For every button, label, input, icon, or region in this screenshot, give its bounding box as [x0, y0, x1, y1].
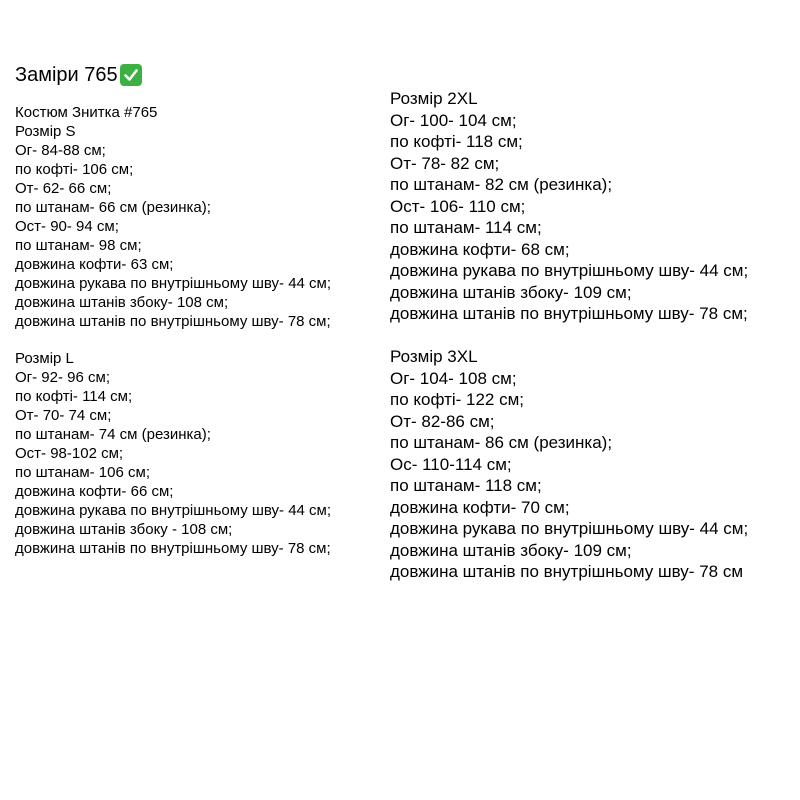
- measurement-line: по штанам- 98 см;: [15, 237, 142, 254]
- title-text: Заміри 765: [15, 64, 118, 86]
- size-block-3xl: [390, 346, 748, 583]
- measurement-line: довжина штанів по внутрішньому шву- 78 см;: [15, 313, 331, 330]
- measurement-line: довжина кофти- 66 см;: [15, 483, 174, 500]
- measurement-line: довжина рукава по внутрішньому шву- 44 см;: [15, 275, 332, 292]
- size-heading-l: Розмір L: [15, 350, 74, 367]
- measurement-line: по кофті- 122 см;: [390, 390, 525, 409]
- measurement-line: довжина кофти- 70 см;: [390, 497, 570, 517]
- size-heading-2xl: Розмір 2XL: [390, 89, 478, 108]
- measurement-line: по штанам- 106 см;: [15, 464, 150, 481]
- product-name: Костюм Знитка #765: [15, 104, 158, 121]
- measurement-line: Ог- 100- 104 см;: [390, 110, 517, 130]
- measurement-line: От- 78- 82 см;: [390, 153, 500, 173]
- measurement-line: довжина штанів збоку- 109 см;: [390, 282, 632, 302]
- measurement-line: довжина рукава по внутрішньому шву- 44 см;: [15, 502, 332, 519]
- size-heading-s: Розмір S: [15, 123, 76, 140]
- measurement-line: по штанам- 74 см (резинка);: [15, 426, 211, 443]
- measurement-line: Ог- 92- 96 см;: [15, 369, 110, 386]
- check-mark-icon: [120, 64, 142, 86]
- measurement-line: довжина штанів збоку - 108 см;: [15, 521, 233, 538]
- size-block-2xl: [390, 88, 748, 325]
- measurement-line: Ост- 106- 110 см;: [390, 196, 526, 216]
- measurement-line: Ост- 98-102 см;: [15, 445, 124, 462]
- measurement-line: довжина штанів збоку- 109 см;: [390, 540, 632, 560]
- measurement-line: довжина штанів по внутрішньому шву- 78 см: [390, 562, 744, 581]
- measurement-line: по штанам- 86 см (резинка);: [390, 433, 613, 452]
- measurement-line: довжина штанів по внутрішньому шву- 78 см;: [15, 540, 331, 557]
- measurement-line: довжина штанів збоку- 108 см;: [15, 294, 229, 311]
- measurement-line: Ог- 104- 108 см;: [390, 368, 517, 388]
- measurement-line: Ог- 84-88 см;: [15, 142, 106, 159]
- size-heading-3xl: Розмір 3XL: [390, 347, 478, 366]
- measurement-line: довжина штанів по внутрішньому шву- 78 см;: [390, 304, 748, 323]
- measurement-line: Ост- 90- 94 см;: [15, 218, 119, 235]
- measurement-line: по штанам- 118 см;: [390, 476, 542, 495]
- measurement-line: довжина рукава по внутрішньому шву- 44 см;: [390, 261, 749, 280]
- measurement-line: довжина кофти- 68 см;: [390, 239, 570, 259]
- measurement-line: Ос- 110-114 см;: [390, 454, 512, 474]
- measurement-line: по штанам- 82 см (резинка);: [390, 175, 613, 194]
- measurement-line: От- 82-86 см;: [390, 411, 495, 431]
- measurement-line: по штанам- 114 см;: [390, 218, 542, 237]
- measurement-line: по кофті- 114 см;: [15, 388, 133, 405]
- size-block-l: [15, 349, 331, 558]
- measurement-line: по штанам- 66 см (резинка);: [15, 199, 211, 216]
- page-title: [15, 61, 142, 89]
- measurement-line: по кофті- 118 см;: [390, 132, 523, 151]
- measurement-line: От- 70- 74 см;: [15, 407, 112, 424]
- measurement-line: довжина кофти- 63 см;: [15, 256, 174, 273]
- measurement-line: От- 62- 66 см;: [15, 180, 112, 197]
- measurement-line: по кофті- 106 см;: [15, 161, 134, 178]
- measurement-line: довжина рукава по внутрішньому шву- 44 см;: [390, 519, 749, 538]
- size-block-s: [15, 103, 331, 331]
